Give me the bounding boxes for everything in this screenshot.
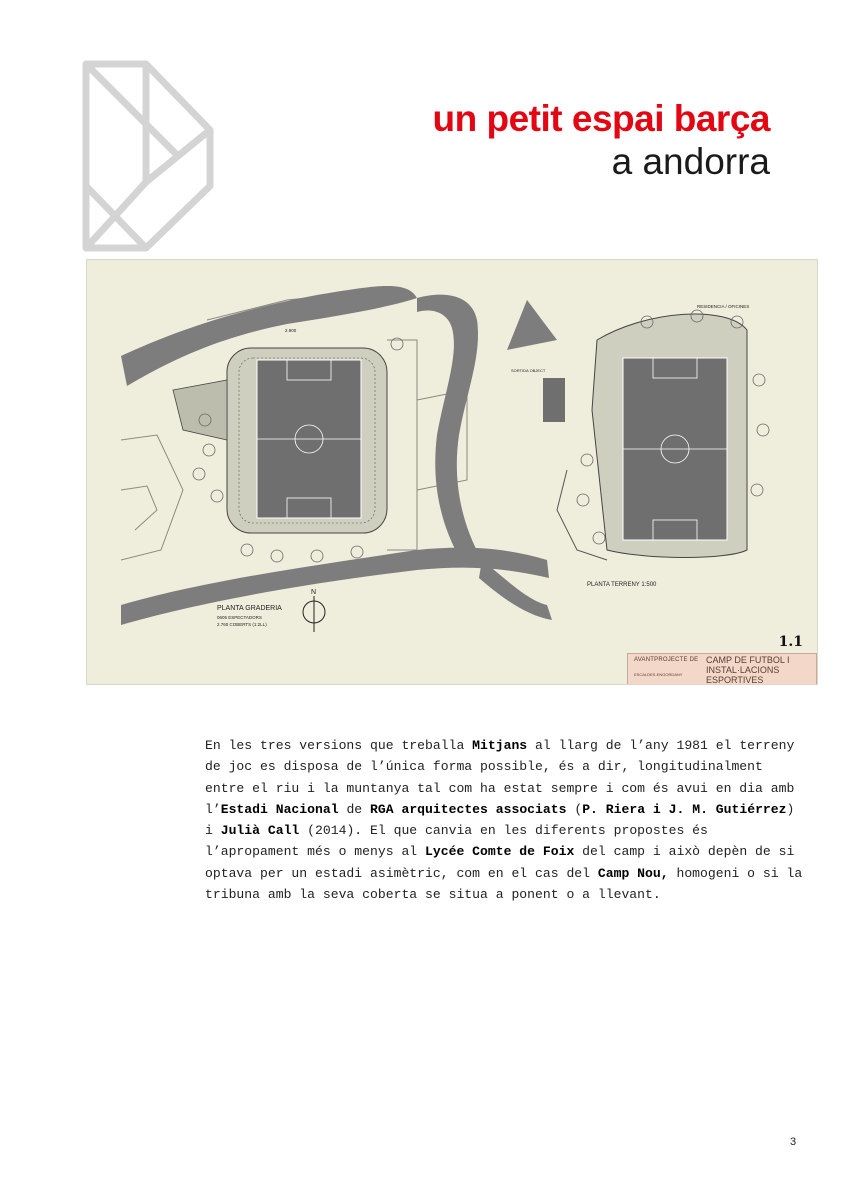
text-segment: al llarg de l’any 1981 el terreny de joc es disposa de l’única forma possible, és a dir, longitudinalment entre el riu i la muntanya tal com ha estat sempre i com és avui en dia amb l’ (205, 738, 795, 817)
north-label: N (311, 589, 317, 596)
text-segment: homogeni o si la tribuna amb la seva coberta se situa a ponent o a llevant. (205, 865, 803, 903)
left-stadium (173, 348, 387, 533)
text-segment: ( (566, 801, 583, 817)
text-segment: del camp i això depèn de si optava per un estadi asimètric, com en el cas del (205, 844, 795, 881)
stamp-line-1: AVANTPROJECTE DE (634, 657, 699, 663)
title-block-stamp (627, 653, 817, 685)
north-arrow-icon (303, 596, 325, 632)
left-plan-sub1: 0605 ESPECTADORS (217, 615, 262, 620)
page-title (433, 98, 771, 184)
ramp-label: SORTIDA OBJECT (511, 368, 546, 373)
body-paragraph (205, 735, 805, 905)
stamp-line-3: ESCALDES-ENGORDANY (634, 672, 683, 677)
right-stadium (543, 314, 747, 560)
text-segment-bold: Julià Call (220, 823, 300, 839)
text-segment-bold: P. Riera i J. M. Gutiérrez (582, 801, 787, 817)
title-line-1: un petit espai barça (432, 98, 770, 139)
dimension-label: 2.900 (285, 328, 297, 333)
left-plan-label: PLANTA GRADERIA (217, 605, 282, 612)
page-number: 3 (790, 1136, 797, 1148)
text-segment-bold: RGA arquitectes associats (370, 801, 567, 817)
site-plan-drawing (87, 260, 817, 684)
site-plan-figure (86, 259, 818, 685)
text-segment: de (338, 801, 371, 817)
text-segment: En les tres versions que treballa (205, 738, 473, 753)
stamp-line-2: CAMP DE FUTBOL I INSTAL·LACIONS ESPORTIVES (706, 655, 790, 685)
text-segment: (2014). El que canvia en les diferents propostes és l’apropament més o menys al (205, 823, 708, 860)
text-segment-bold: Mitjans (472, 738, 528, 753)
right-plan-label: PLANTA TERRENY 1:500 (587, 582, 657, 588)
residences-label: RESIDENCIA / OFICINES (697, 304, 750, 309)
text-segment-bold: Lycée Comte de Foix (425, 844, 575, 860)
text-segment-bold: Estadi Nacional (220, 801, 339, 817)
left-plan-sub2: 2.760 COBERTS (1:2LL) (217, 622, 267, 627)
figure-number: 1.1 (778, 634, 803, 650)
text-segment-bold: Camp Nou, (597, 865, 669, 881)
logo-outline-icon (82, 60, 214, 252)
title-line-2: a andorra (611, 141, 770, 182)
text-segment: ) i (205, 801, 795, 839)
